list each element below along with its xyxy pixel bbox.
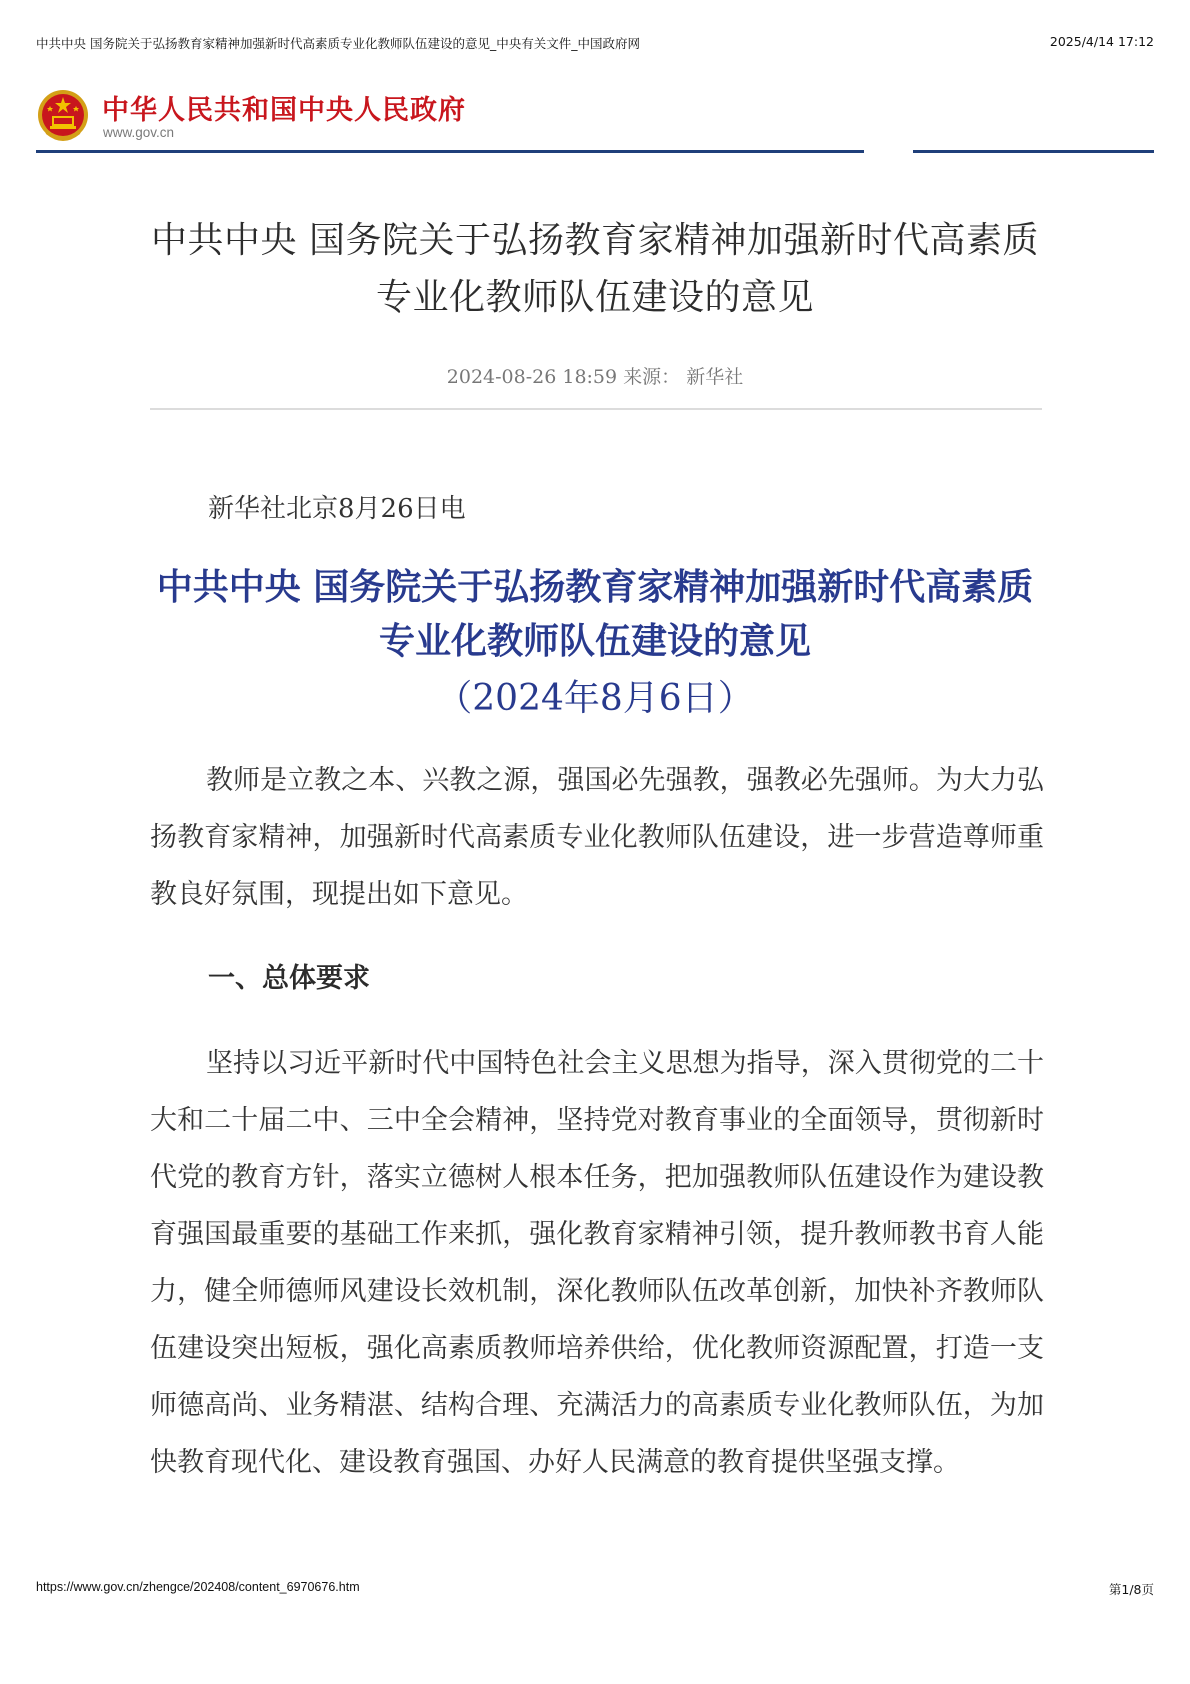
dateline: 新华社北京8月26日电: [208, 494, 466, 524]
header-divider-left: [36, 150, 864, 153]
print-footer: [36, 1580, 1154, 1600]
intro-paragraph: 教师是立教之本、兴教之源，强国必先强教，强教必先强师。为大力弘扬教育家精神，加强新时代高素质专业化教师队伍建设，进一步营造尊师重教良好氛围，现提出如下意见。: [150, 765, 1044, 910]
section-heading: 一、总体要求: [208, 963, 370, 994]
meta-divider: [150, 408, 1042, 410]
article-title: 中共中央 国务院关于弘扬教育家精神加强新时代高素质专业化教师队伍建设的意见: [151, 220, 1039, 318]
document-date: （2024年8月6日）: [436, 678, 754, 719]
document-title: 中共中央 国务院关于弘扬教育家精神加强新时代高素质专业化教师队伍建设的意见: [156, 566, 1034, 662]
article-source: 新华社: [686, 366, 744, 388]
site-header: [36, 88, 1154, 158]
print-header: [36, 34, 1154, 54]
page-url: https://www.gov.cn/zhengce/202408/content_6970676.htm: [36, 1580, 360, 1594]
print-header-datetime: 2025/4/14 17:12: [1049, 34, 1154, 49]
source-label: 来源：: [623, 366, 681, 388]
print-header-title: 中共中央 国务院关于弘扬教育家精神加强新时代高素质专业化教师队伍建设的意见_中央有关文件_中国政府网: [36, 36, 640, 51]
page-number: 第1/8页: [1108, 1582, 1154, 1597]
site-domain[interactable]: www.gov.cn: [103, 125, 175, 140]
article-meta: [140, 362, 1050, 389]
national-emblem-icon[interactable]: [36, 88, 90, 144]
site-name[interactable]: 中华人民共和国中央人民政府: [102, 95, 466, 126]
article-timestamp: 2024-08-26 18:59: [446, 366, 618, 388]
header-divider-right: [913, 150, 1154, 153]
body-paragraph: 坚持以习近平新时代中国特色社会主义思想为指导，深入贯彻党的二十大和二十届二中、三中全会精神，坚持党对教育事业的全面领导，贯彻新时代党的教育方针，落实立德树人根本任务，把加强教师队伍建设作为建设教育强国最重要的基础工作来抓，强化教育家精神引领，提升教师教书育人能力，健全师德师风建设长效机制，深化教师队伍改革创新，加快补齐教师队伍建设突出短板，强化高素质教师培养供给，优化教师资源配置，打造一支师德高尚、业务精湛、结构合理、充满活力的高素质专业化教师队伍，为加快教育现代化、建设教育强国、办好人民满意的教育提供坚强支撑。: [150, 1048, 1044, 1478]
